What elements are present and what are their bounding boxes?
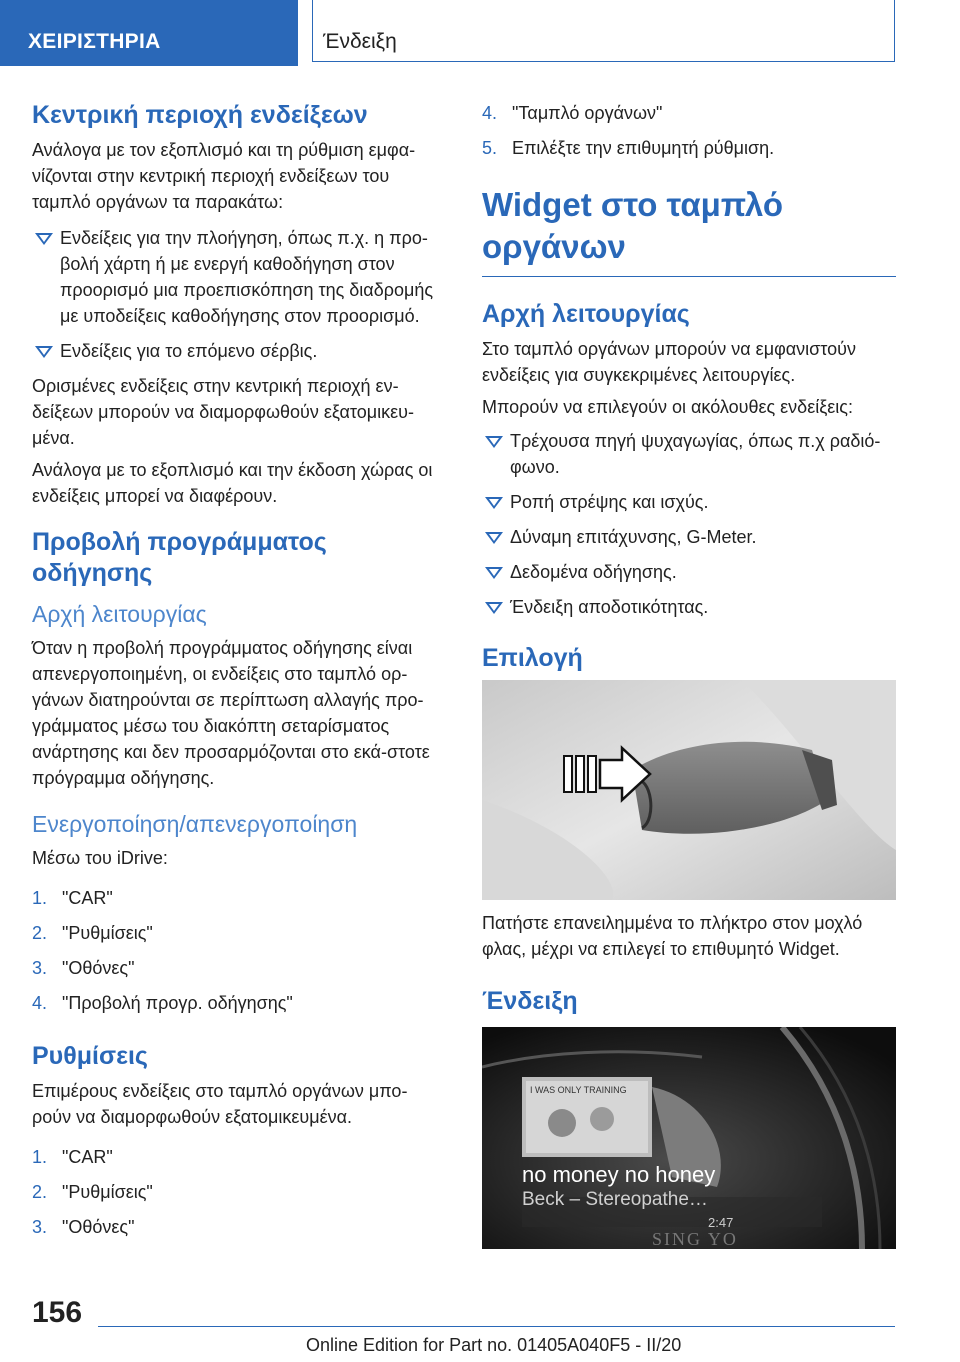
triangle-bullet-icon — [485, 436, 503, 448]
page-header — [0, 0, 960, 66]
step-item: 3. "Οθόνες" — [32, 958, 135, 978]
turn-signal-lever-figure — [482, 680, 896, 900]
heading-widget: Widget στο ταμπλό οργάνων — [482, 184, 896, 277]
heading-central-area: Κεντρική περιοχή ενδείξεων — [32, 101, 368, 129]
step-item: 2. "Ρυθμίσεις" — [32, 1182, 153, 1202]
subheading-activation: Ενεργοποίηση/απενεργοποίηση — [32, 811, 358, 837]
page-number: 156 — [32, 1296, 83, 1329]
bullet-navigation: Ενδείξεις για την πλοήγηση, όπως π.χ. η προ-βολή χάρτη ή με ενεργή καθοδήγηση στον προορισμό μια προεπισκόπηση της διαδρομής με υποδείξεις καθοδήγησης στον προορισμό. — [32, 225, 444, 329]
paragraph-choose: Μπορούν να επιλεγούν οι ακόλουθες ενδείξεις: — [482, 397, 853, 417]
triangle-bullet-icon — [485, 602, 503, 614]
step-item: 5. Επιλέξτε την επιθυμητή ρύθμιση. — [482, 138, 775, 158]
heading-settings: Ρυθμίσεις — [32, 1042, 148, 1070]
footer-edition: Online Edition for Part no. 01405A040F5 - II/20 — [306, 1335, 682, 1355]
paragraph-via-idrive: Μέσω του iDrive: — [32, 848, 168, 868]
heading-drive-program: Προβολή προγράμματος οδήγησης — [32, 528, 327, 587]
paragraph-press-lever: Πατήστε επανειλημμένα το πλήκτρο στον μοχλό φλας, μέχρι να επιλεγεί το επιθυμητό Widget. — [482, 913, 863, 959]
album-art-caption: I WAS ONLY TRAINING — [530, 1085, 627, 1095]
bullet-efficiency: Ένδειξη αποδοτικότητας. — [482, 594, 896, 620]
bullet-gmeter: Δύναμη επιτάχυνσης, G-Meter. — [482, 524, 896, 550]
triangle-bullet-icon — [485, 497, 503, 509]
paragraph-central: Ανάλογα με τον εξοπλισμό και τη ρύθμιση εμφα-νίζονται στην κεντρική περιοχή ενδείξεων του ταμπλό οργάνων τα παρακάτω: — [32, 140, 416, 212]
step-item: 3. "Οθόνες" — [32, 1217, 135, 1237]
paragraph-settings: Επιμέρους ενδείξεις στο ταμπλό οργάνων μπο-ρούν να διαμορφωθούν εξατομικευμένα. — [32, 1081, 408, 1127]
bullet-driving-data: Δεδομένα οδήγησης. — [482, 559, 896, 585]
triangle-bullet-icon — [485, 567, 503, 579]
heading-select: Επιλογή — [482, 644, 583, 672]
heading-display: Ένδειξη — [482, 987, 578, 1015]
instrument-display-figure — [482, 1027, 896, 1249]
step-item: 4. "Προβολή προγρ. οδήγησης" — [32, 993, 293, 1013]
paragraph-principle: Όταν η προβολή προγράμματος οδήγησης είναι απενεργοποιημένη, οι ενδείξεις στο ταμπλό ορ-γάνων διατηρούνται σε περίπτωση αλλαγής προ-γράμματος μέσω του διακόπτη σεταρίσματος ανάρτησης και δεν προσαρμόζονται στο εκά-στοτε πρόγραμμα οδήγησης. — [32, 638, 430, 788]
paragraph-customizable: Ορισμένες ενδείξεις στην κεντρική περιοχή εν-δείξεων μπορούν να διαμορφωθούν εξατομικευ-μένα. — [32, 376, 414, 448]
triangle-bullet-icon — [35, 233, 53, 245]
step-item: 1. "CAR" — [32, 1147, 113, 1167]
footer-divider — [98, 1326, 895, 1327]
paragraph-country-version: Ανάλογα με το εξοπλισμό και την έκδοση χώρας οι ενδείξεις μπορεί να διαφέρουν. — [32, 460, 433, 506]
chapter-title: Ένδειξη — [312, 0, 895, 62]
bullet-service: Ενδείξεις για το επόμενο σέρβις. — [32, 338, 444, 364]
left-column — [32, 100, 444, 1249]
step-item: 4. "Ταμπλό οργάνων" — [482, 103, 663, 123]
bullet-entertainment: Τρέχουσα πηγή ψυχαγωγίας, όπως π.χ ραδιό-φωνο. — [482, 428, 896, 480]
track-time: 2:47 — [708, 1215, 734, 1230]
banner-text: SING YO — [652, 1229, 738, 1249]
track-artist: Beck – Stereopathe… — [522, 1189, 708, 1210]
triangle-bullet-icon — [485, 532, 503, 544]
subheading-principle: Αρχή λειτουργίας — [32, 601, 207, 627]
right-column — [482, 100, 896, 1249]
bullet-torque: Ροπή στρέψης και ισχύς. — [482, 489, 896, 515]
heading-principle: Αρχή λειτουργίας — [482, 300, 690, 328]
step-item: 1. "CAR" — [32, 888, 113, 908]
display-background — [482, 1027, 896, 1249]
paragraph-principle: Στο ταμπλό οργάνων μπορούν να εμφανιστούν ενδείξεις για συγκεκριμένες λειτουργίες. — [482, 339, 856, 385]
section-tab: ΧΕΙΡΙΣΤΗΡΙΑ — [0, 0, 298, 66]
step-item: 2. "Ρυθμίσεις" — [32, 923, 153, 943]
triangle-bullet-icon — [35, 346, 53, 358]
track-title: no money no honey — [522, 1162, 716, 1187]
